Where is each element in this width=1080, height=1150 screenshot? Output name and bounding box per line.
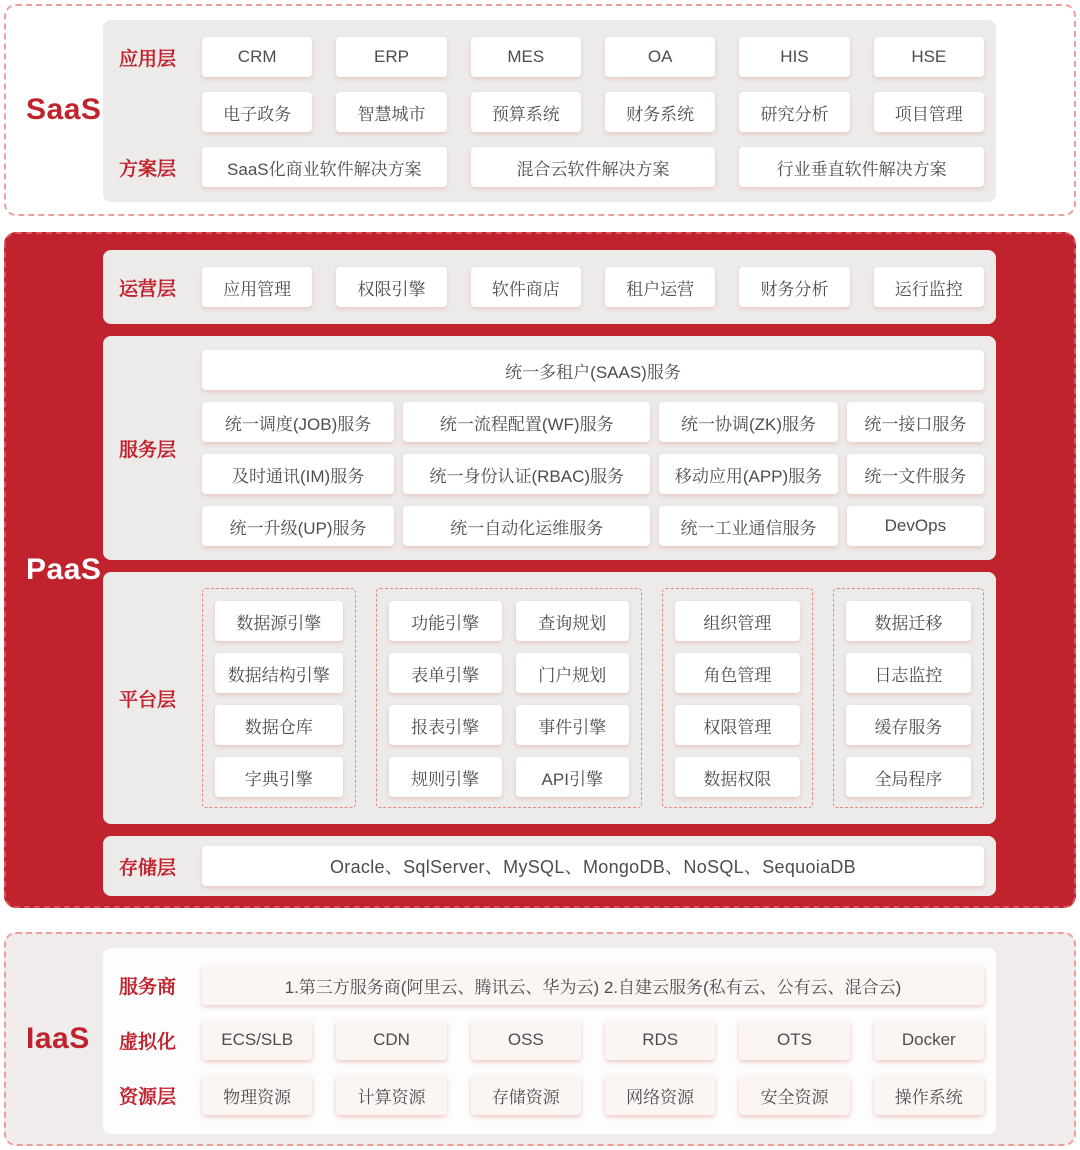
platform-engines-col-1 — [389, 601, 502, 795]
chip-datastructure-engine: 数据结构引擎 — [215, 653, 343, 693]
platform-content — [202, 572, 984, 824]
resource-layer-label: 资源层 — [119, 1086, 177, 1108]
operations-layer-label: 运营层 — [119, 278, 177, 300]
iaas-section — [4, 932, 1076, 1146]
chip-oss: OSS — [471, 1020, 581, 1060]
resource-row — [103, 1075, 996, 1115]
chip-data-permission: 数据权限 — [675, 757, 800, 797]
chip-portal-planning: 门户规划 — [516, 653, 629, 693]
chip-hybrid-cloud-solution: 混合云软件解决方案 — [471, 147, 716, 187]
paas-section-label: PaaS — [26, 553, 102, 586]
chip-interface-service: 统一接口服务 — [847, 402, 984, 442]
application-layer-label: 应用层 — [119, 48, 177, 70]
saas-section-label: SaaS — [26, 93, 102, 126]
chip-permission-management: 权限管理 — [675, 705, 800, 745]
chip-cache-service: 缓存服务 — [846, 705, 971, 745]
services-layer-label: 服务层 — [119, 439, 177, 461]
chip-runtime-monitoring: 运行监控 — [874, 267, 984, 307]
chip-tenant-operations: 租户运营 — [605, 267, 715, 307]
chip-research-analysis: 研究分析 — [739, 92, 849, 132]
chip-hse: HSE — [874, 37, 984, 77]
chip-im-service: 及时通讯(IM)服务 — [202, 454, 394, 494]
chip-industrial-comm-service: 统一工业通信服务 — [659, 506, 837, 546]
chip-wf-service: 统一流程配置(WF)服务 — [403, 402, 650, 442]
chip-job-service: 统一调度(JOB)服务 — [202, 402, 394, 442]
chip-devops: DevOps — [847, 506, 984, 546]
storage-layer-label: 存储层 — [119, 857, 177, 879]
chip-docker: Docker — [874, 1020, 984, 1060]
chip-budget-system: 预算系统 — [471, 92, 581, 132]
chip-api-engine: API引擎 — [516, 757, 629, 797]
chip-databases: Oracle、SqlServer、MySQL、MongoDB、NoSQL、SequoiaDB — [202, 846, 984, 886]
operations-chips — [202, 267, 984, 307]
platform-group-data — [202, 588, 356, 808]
platform-engines-col-2 — [516, 601, 629, 795]
chip-report-engine: 报表引擎 — [389, 705, 502, 745]
chip-log-monitoring: 日志监控 — [846, 653, 971, 693]
chip-datasource-engine: 数据源引擎 — [215, 601, 343, 641]
virtualization-chips — [202, 1020, 984, 1060]
platform-group-management — [662, 588, 813, 808]
iaas-panel — [103, 948, 996, 1134]
chip-ots: OTS — [739, 1020, 849, 1060]
application-layer-row — [103, 37, 996, 77]
chip-app-service: 移动应用(APP)服务 — [659, 454, 837, 494]
chip-rbac-service: 统一身份认证(RBAC)服务 — [403, 454, 650, 494]
chip-project-management: 项目管理 — [874, 92, 984, 132]
chip-upgrade-service: 统一升级(UP)服务 — [202, 506, 394, 546]
iaas-section-label: IaaS — [26, 1022, 90, 1055]
virtualization-label: 虚拟化 — [119, 1031, 177, 1053]
chip-permission-engine: 权限引擎 — [336, 267, 446, 307]
chip-compute-resources: 计算资源 — [336, 1075, 446, 1115]
services-row-2 — [202, 454, 984, 494]
chip-global-program: 全局程序 — [846, 757, 971, 797]
chip-saas-solution: SaaS化商业软件解决方案 — [202, 147, 447, 187]
services-row-full — [202, 350, 984, 390]
chip-rule-engine: 规则引擎 — [389, 757, 502, 797]
chip-storage-resources: 存储资源 — [471, 1075, 581, 1115]
application-layer-chips — [202, 37, 984, 77]
solution-layer-chips — [202, 147, 984, 187]
solution-layer-label: 方案层 — [119, 158, 177, 180]
chip-auto-ops-service: 统一自动化运维服务 — [403, 506, 650, 546]
chip-ecs-slb: ECS/SLB — [202, 1020, 312, 1060]
saas-section — [4, 4, 1076, 216]
chip-app-management: 应用管理 — [202, 267, 312, 307]
chip-software-store: 软件商店 — [471, 267, 581, 307]
services-row-1 — [202, 402, 984, 442]
services-row-3 — [202, 506, 984, 546]
operations-panel — [103, 250, 996, 324]
platform-group-engines — [376, 588, 642, 808]
services-content — [202, 336, 984, 560]
storage-panel — [103, 836, 996, 896]
chip-query-planning: 查询规划 — [516, 601, 629, 641]
storage-content — [202, 836, 984, 896]
chip-operating-system: 操作系统 — [874, 1075, 984, 1115]
resource-chips — [202, 1075, 984, 1115]
virtualization-row — [103, 1020, 996, 1060]
chip-his: HIS — [739, 37, 849, 77]
operations-row — [103, 267, 996, 307]
chip-data-migration: 数据迁移 — [846, 601, 971, 641]
chip-security-resources: 安全资源 — [739, 1075, 849, 1115]
chip-dictionary-engine: 字典引擎 — [215, 757, 343, 797]
chip-network-resources: 网络资源 — [605, 1075, 715, 1115]
application-layer-row-2 — [103, 92, 996, 132]
chip-file-service: 统一文件服务 — [847, 454, 984, 494]
chip-physical-resources: 物理资源 — [202, 1075, 312, 1115]
chip-financial-analysis: 财务分析 — [739, 267, 849, 307]
provider-label: 服务商 — [119, 976, 177, 998]
chip-vertical-solution: 行业垂直软件解决方案 — [739, 147, 984, 187]
platform-group-services — [833, 588, 984, 808]
application-layer-chips-2 — [202, 92, 984, 132]
chip-cloud-providers: 1.第三方服务商(阿里云、腾讯云、华为云) 2.自建云服务(私有云、公有云、混合云) — [202, 965, 984, 1005]
chip-form-engine: 表单引擎 — [389, 653, 502, 693]
chip-data-warehouse: 数据仓库 — [215, 705, 343, 745]
chip-crm: CRM — [202, 37, 312, 77]
chip-function-engine: 功能引擎 — [389, 601, 502, 641]
solution-layer-row — [103, 147, 996, 187]
chip-zk-service: 统一协调(ZK)服务 — [659, 402, 837, 442]
chip-multi-tenant-service: 统一多租户(SAAS)服务 — [202, 350, 984, 390]
chip-cdn: CDN — [336, 1020, 446, 1060]
saas-panel — [103, 20, 996, 202]
provider-row — [103, 965, 996, 1005]
chip-org-management: 组织管理 — [675, 601, 800, 641]
platform-panel — [103, 572, 996, 824]
services-panel — [103, 336, 996, 560]
chip-e-government: 电子政务 — [202, 92, 312, 132]
platform-layer-label: 平台层 — [119, 689, 177, 711]
chip-erp: ERP — [336, 37, 446, 77]
chip-role-management: 角色管理 — [675, 653, 800, 693]
chip-rds: RDS — [605, 1020, 715, 1060]
chip-mes: MES — [471, 37, 581, 77]
paas-section — [4, 232, 1076, 908]
chip-smart-city: 智慧城市 — [336, 92, 446, 132]
provider-chips — [202, 965, 984, 1005]
chip-oa: OA — [605, 37, 715, 77]
chip-event-engine: 事件引擎 — [516, 705, 629, 745]
chip-finance-system: 财务系统 — [605, 92, 715, 132]
